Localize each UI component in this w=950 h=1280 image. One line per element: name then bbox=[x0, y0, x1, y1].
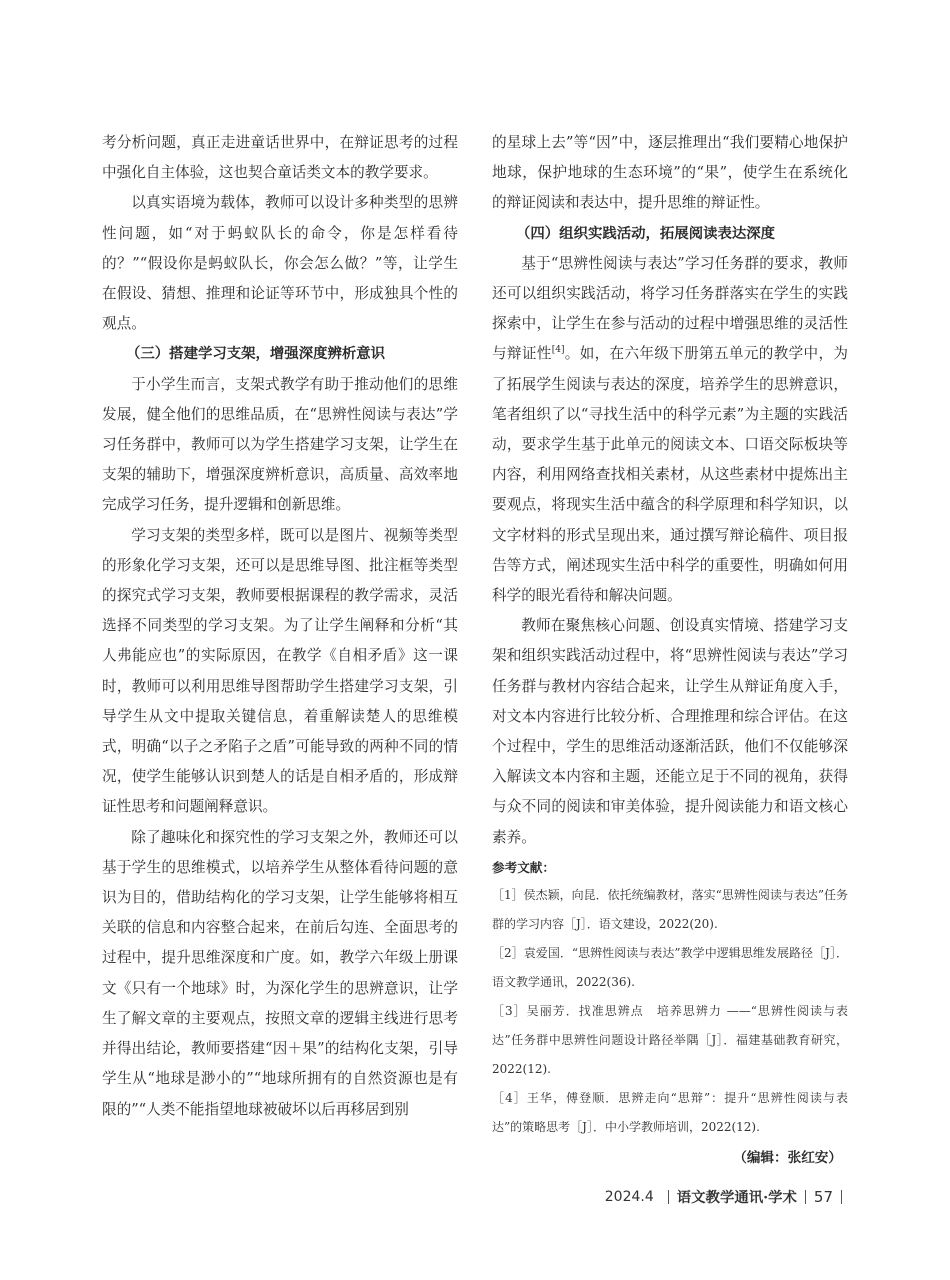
footer-divider bbox=[668, 1190, 669, 1204]
section-heading-3: （三）搭建学习支架，增强深度辨析意识 bbox=[126, 346, 386, 363]
paragraph-text: 。如，在六年级下册第五单元的教学中，为了拓展学生阅读与表达的深度，培养学生的思辨意识，笔者组织了以“寻找生活中的科学元素”为主题的实践活动，要求学生基于此单元的阅读文本、口语交际板块等内容，利用网络查找相关素材，从这些素材中提炼出主要观点，将现实生活中蕴含的科学原理和科学知识，以文字材料的形式呈现出来，通过撰写辩论稿件、项目报告等方式，阐述现实生活中科学的重要性，明确如何用科学的眼光看待和解决问题。 bbox=[492, 345, 848, 605]
issue-date: 2024.4 bbox=[604, 1188, 654, 1205]
references-list bbox=[492, 881, 848, 1142]
page-number: 57 bbox=[813, 1187, 833, 1206]
section-heading-4: （四）组织实践活动，拓展阅读表达深度 bbox=[516, 225, 776, 242]
paragraph: 以真实语境为载体，教师可以设计多种类型的思辨性问题，如“对于蚂蚁队长的命令，你是怎样看待的？”“假设你是蚂蚁队长，你会怎么做？”等，让学生在假设、猜想、推理和论证等环节中，形成独具个性的观点。 bbox=[102, 194, 458, 333]
reference-item: ［3］吴丽芳．找准思辨点 培养思辨力 ——“思辨性阅读与表达”任务群中思辨性问题设计路径举隅［J］．福建基础教育研究，2022(12). bbox=[492, 1003, 848, 1076]
reference-item: ［4］王华，傅登顺．思辨走向“思辩”：提升“思辨性阅读与表达”的策略思考［J］．中小学教师培训，2022(12). bbox=[492, 1090, 848, 1134]
footer-divider bbox=[805, 1190, 806, 1204]
paragraph-text: 基于“思辨性阅读与表达”学习任务群的要求，教师还可以组织实践活动，将学习任务群落实在学生的实践探索中，让学生在参与活动的过程中增强思维的灵活性与辩证性 bbox=[492, 254, 848, 363]
references-title: 参考文献： bbox=[492, 859, 555, 875]
paragraph: 学习支架的类型多样，既可以是图片、视频等类型的形象化学习支架，还可以是思维导图、批注框等类型的探究式学习支架，教师要根据课程的教学需求，灵活选择不同类型的学习支架。为了让学生阐释和分析“其人弗能应也”的实际原因，在教学《自相矛盾》这一课时，教师可以利用思维导图帮助学生搭建学习支架，引导学生从文中提取关键信息，着重解读楚人的思维模式，明确“以子之矛陷子之盾”可能导致的两种不同的情况，使学生能够认识到楚人的话是自相矛盾的，形成辩证性思考和问题阐释意识。 bbox=[102, 526, 458, 816]
page-footer bbox=[605, 1186, 850, 1207]
paragraph: 教师在聚焦核心问题、创设真实情境、搭建学习支架和组织实践活动过程中，将“思辨性阅读与表达”学习任务群与教材内容结合起来，让学生从辩证角度入手，对文本内容进行比较分析、合理推理和综合评估。在这个过程中，学生的思维活动逐渐活跃，他们不仅能够深入解读文本内容和主题，还能立足于不同的视角，获得与众不同的阅读和审美体验，提升阅读能力和语文核心素养。 bbox=[492, 617, 848, 846]
paragraph bbox=[492, 249, 848, 611]
left-column bbox=[102, 128, 458, 1125]
citation-marker: [4] bbox=[551, 345, 565, 356]
editor-credit: （编辑：张红安） bbox=[733, 1149, 842, 1166]
footer-divider bbox=[841, 1190, 842, 1204]
right-column bbox=[492, 128, 848, 1172]
reference-item: ［2］袁爱国．“思辨性阅读与表达”教学中逻辑思维发展路径［J］．语文教学通讯，2022(36). bbox=[492, 945, 848, 989]
paragraph: 的星球上去”等“因”中，逐层推理出“我们要精心地保护地球，保护地球的生态环境”的“果”，使学生在系统化的辩证阅读和表达中，提升思维的辩证性。 bbox=[492, 134, 848, 212]
paragraph: 于小学生而言，支架式教学有助于推动他们的思维发展，健全他们的思维品质，在“思辨性阅读与表达”学习任务群中，教师可以为学生搭建学习支架，让学生在支架的辅助下，增强深度辨析意识，高质量、高效率地完成学习任务，提升逻辑和创新思维。 bbox=[102, 375, 458, 514]
reference-item: ［1］侯杰颖，向昆．依托统编教材，落实“思辨性阅读与表达”任务群的学习内容［J］．语文建设，2022(20). bbox=[492, 887, 848, 931]
journal-name: 语文教学通讯·学术 bbox=[676, 1189, 797, 1206]
paragraph: 除了趣味化和探究性的学习支架之外，教师还可以基于学生的思维模式，以培养学生从整体看待问题的意识为目的，借助结构化的学习支架，让学生能够将相互关联的信息和内容整合起来，在前后勾连、全面思考的过程中，提升思维深度和广度。如，教学六年级上册课文《只有一个地球》时，为深化学生的思辨意识，让学生了解文章的主要观点，按照文章的逻辑主线进行思考并得出结论，教师要搭建“因＋果”的结构化支架，引导学生从“地球是渺小的”“地球所拥有的自然资源也是有限的”“人类不能指望地球被破坏以后再移居到别 bbox=[102, 828, 458, 1118]
paragraph: 考分析问题，真正走进童话世界中，在辩证思考的过程中强化自主体验，这也契合童话类文本的教学要求。 bbox=[102, 134, 458, 182]
